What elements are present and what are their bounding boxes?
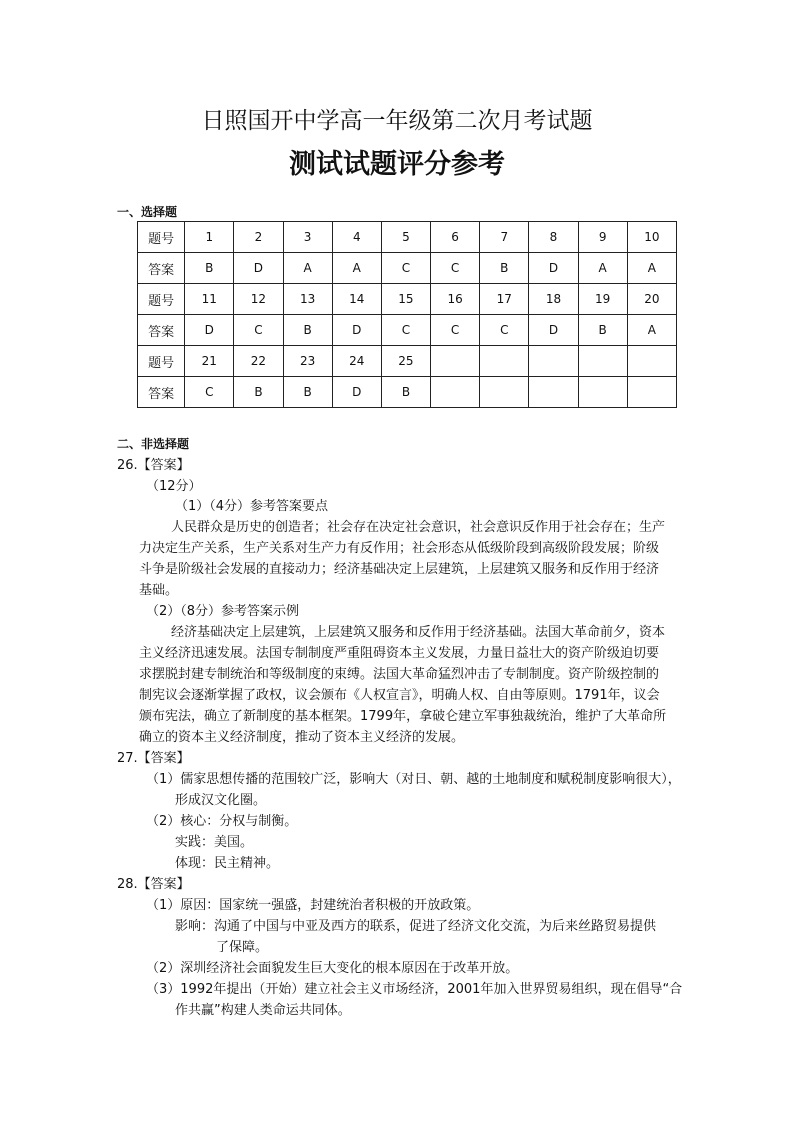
table-cell: B (578, 315, 627, 346)
table-cell: 20 (627, 284, 676, 315)
table-cell: 8 (529, 222, 578, 253)
table-cell: 15 (381, 284, 430, 315)
table-cell: D (332, 377, 381, 408)
table-cell: 9 (578, 222, 627, 253)
table-cell: 5 (381, 222, 430, 253)
table-cell: A (578, 253, 627, 284)
table-cell: 4 (332, 222, 381, 253)
table-cell: C (480, 315, 529, 346)
table-cell: C (381, 315, 430, 346)
table-cell: C (381, 253, 430, 284)
table-cell: A (332, 253, 381, 284)
q28-part1: 了保障。 (216, 940, 269, 955)
table-cell: D (529, 253, 578, 284)
table-row-label: 答案 (138, 315, 185, 346)
q26-part2-text: 确立的资本主义经济制度，推动了资本主义经济的发展。 (139, 730, 465, 745)
table-cell: D (529, 315, 578, 346)
table-cell: 24 (332, 346, 381, 377)
table-cell: C (234, 315, 283, 346)
answer-table (137, 221, 677, 408)
q26-part2-text: 颁布宪法，确立了新制度的基本框架。1799年，拿破仑建立军事独裁统治，维护了大革命所 (139, 709, 667, 724)
q26-part2-text: 制宪议会逐渐掌握了政权，议会颁布《人权宣言》，明确人权、自由等原则。1791年，议会 (139, 688, 660, 703)
table-row (138, 315, 677, 346)
section-choice-heading: 一、选择题 (117, 205, 178, 219)
exam-subtitle: 测试试题评分参考 (289, 149, 505, 180)
q28-part3: （3）1992年提出（开始）建立社会主义市场经济，2001年加入世界贸易组织，现在倡导“合 (146, 982, 683, 997)
q28-part1: 影响：沟通了中国与中亚及西方的联系，促进了经济文化交流，为后来丝路贸易提供 (175, 919, 657, 934)
table-cell: B (185, 253, 234, 284)
table-cell: B (381, 377, 430, 408)
q26-label: 26.【答案】 (117, 458, 190, 473)
table-cell: 19 (578, 284, 627, 315)
table-cell: D (332, 315, 381, 346)
table-cell: B (480, 253, 529, 284)
q26-part2-text: 经济基础决定上层建筑，上层建筑又服务和反作用于经济基础。法国大革命前夕，资本 (171, 625, 666, 640)
table-cell (431, 346, 480, 377)
table-cell: 22 (234, 346, 283, 377)
table-cell (431, 377, 480, 408)
q26-part1-text: 人民群众是历史的创造者；社会存在决定社会意识，社会意识反作用于社会存在；生产 (171, 520, 666, 535)
q27-part1: 形成汉文化圈。 (175, 793, 267, 808)
table-cell: C (431, 253, 480, 284)
q27-part1: （1）儒家思想传播的范围较广泛，影响大（对日、朝、越的土地制度和赋税制度影响很大）， (146, 772, 681, 787)
table-row-label: 题号 (138, 222, 185, 253)
table-cell (578, 346, 627, 377)
table-row-label: 答案 (138, 253, 185, 284)
table-cell (578, 377, 627, 408)
table-cell (627, 346, 676, 377)
q26-part2-text: 主义经济迅速发展。法国专制制度严重阻碍资本主义发展，力量日益壮大的资产阶级迫切要 (139, 646, 660, 661)
table-cell: B (283, 315, 332, 346)
table-cell (529, 346, 578, 377)
table-row (138, 284, 677, 315)
table-row-label: 答案 (138, 377, 185, 408)
table-cell: A (627, 315, 676, 346)
q28-part3: 作共赢”构建人类命运共同体。 (175, 1003, 351, 1018)
table-cell (627, 377, 676, 408)
q26-part1-heading: （1）（4分）参考答案要点 (175, 499, 329, 514)
q26-part1-text: 力决定生产关系，生产关系对生产力有反作用；社会形态从低级阶段到高级阶段发展；阶级 (139, 541, 660, 556)
table-cell: 25 (381, 346, 430, 377)
q28-part1: （1）原因：国家统一强盛，封建统治者积极的开放政策。 (146, 898, 480, 913)
exam-title: 日照国开中学高一年级第二次月考试题 (201, 108, 593, 134)
q26-part2-text: 求摆脱封建专制统治和等级制度的束缚。法国大革命猛烈冲击了专制制度。资产阶级控制的 (139, 667, 660, 682)
table-cell: B (283, 377, 332, 408)
table-row (138, 253, 677, 284)
table-cell: 6 (431, 222, 480, 253)
table-cell: 2 (234, 222, 283, 253)
table-cell: 23 (283, 346, 332, 377)
q26-part2-heading: （2）（8分）参考答案示例 (146, 604, 300, 619)
table-cell: C (185, 377, 234, 408)
q27-part2: 实践：美国。 (175, 835, 254, 850)
table-cell: D (234, 253, 283, 284)
table-cell: 16 (431, 284, 480, 315)
table-cell: 21 (185, 346, 234, 377)
q27-label: 27.【答案】 (117, 751, 190, 766)
table-cell (480, 377, 529, 408)
q28-label: 28.【答案】 (117, 877, 190, 892)
table-cell: B (234, 377, 283, 408)
table-cell: 11 (185, 284, 234, 315)
table-cell: C (431, 315, 480, 346)
table-cell (480, 346, 529, 377)
table-cell: 14 (332, 284, 381, 315)
table-row (138, 222, 677, 253)
table-cell: 10 (627, 222, 676, 253)
q27-part2: （2）核心：分权与制衡。 (146, 814, 298, 829)
table-cell (529, 377, 578, 408)
table-cell: D (185, 315, 234, 346)
table-cell: 3 (283, 222, 332, 253)
table-row (138, 346, 677, 377)
table-cell: 7 (480, 222, 529, 253)
table-row (138, 377, 677, 408)
table-cell: A (283, 253, 332, 284)
q26-part1-text: 斗争是阶级社会发展的直接动力；经济基础决定上层建筑，上层建筑又服务和反作用于经济 (139, 562, 660, 577)
table-cell: 18 (529, 284, 578, 315)
q26-score: （12分） (146, 479, 202, 494)
table-cell: 17 (480, 284, 529, 315)
table-cell: A (627, 253, 676, 284)
q28-part2: （2）深圳经济社会面貌发生巨大变化的根本原因在于改革开放。 (146, 961, 519, 976)
table-cell: 1 (185, 222, 234, 253)
section-nonchoice-heading: 二、非选择题 (117, 437, 190, 451)
q26-part1-text: 基础。 (139, 583, 179, 598)
table-cell: 13 (283, 284, 332, 315)
table-row-label: 题号 (138, 284, 185, 315)
table-cell: 12 (234, 284, 283, 315)
q27-part2: 体现：民主精神。 (175, 856, 280, 871)
table-row-label: 题号 (138, 346, 185, 377)
